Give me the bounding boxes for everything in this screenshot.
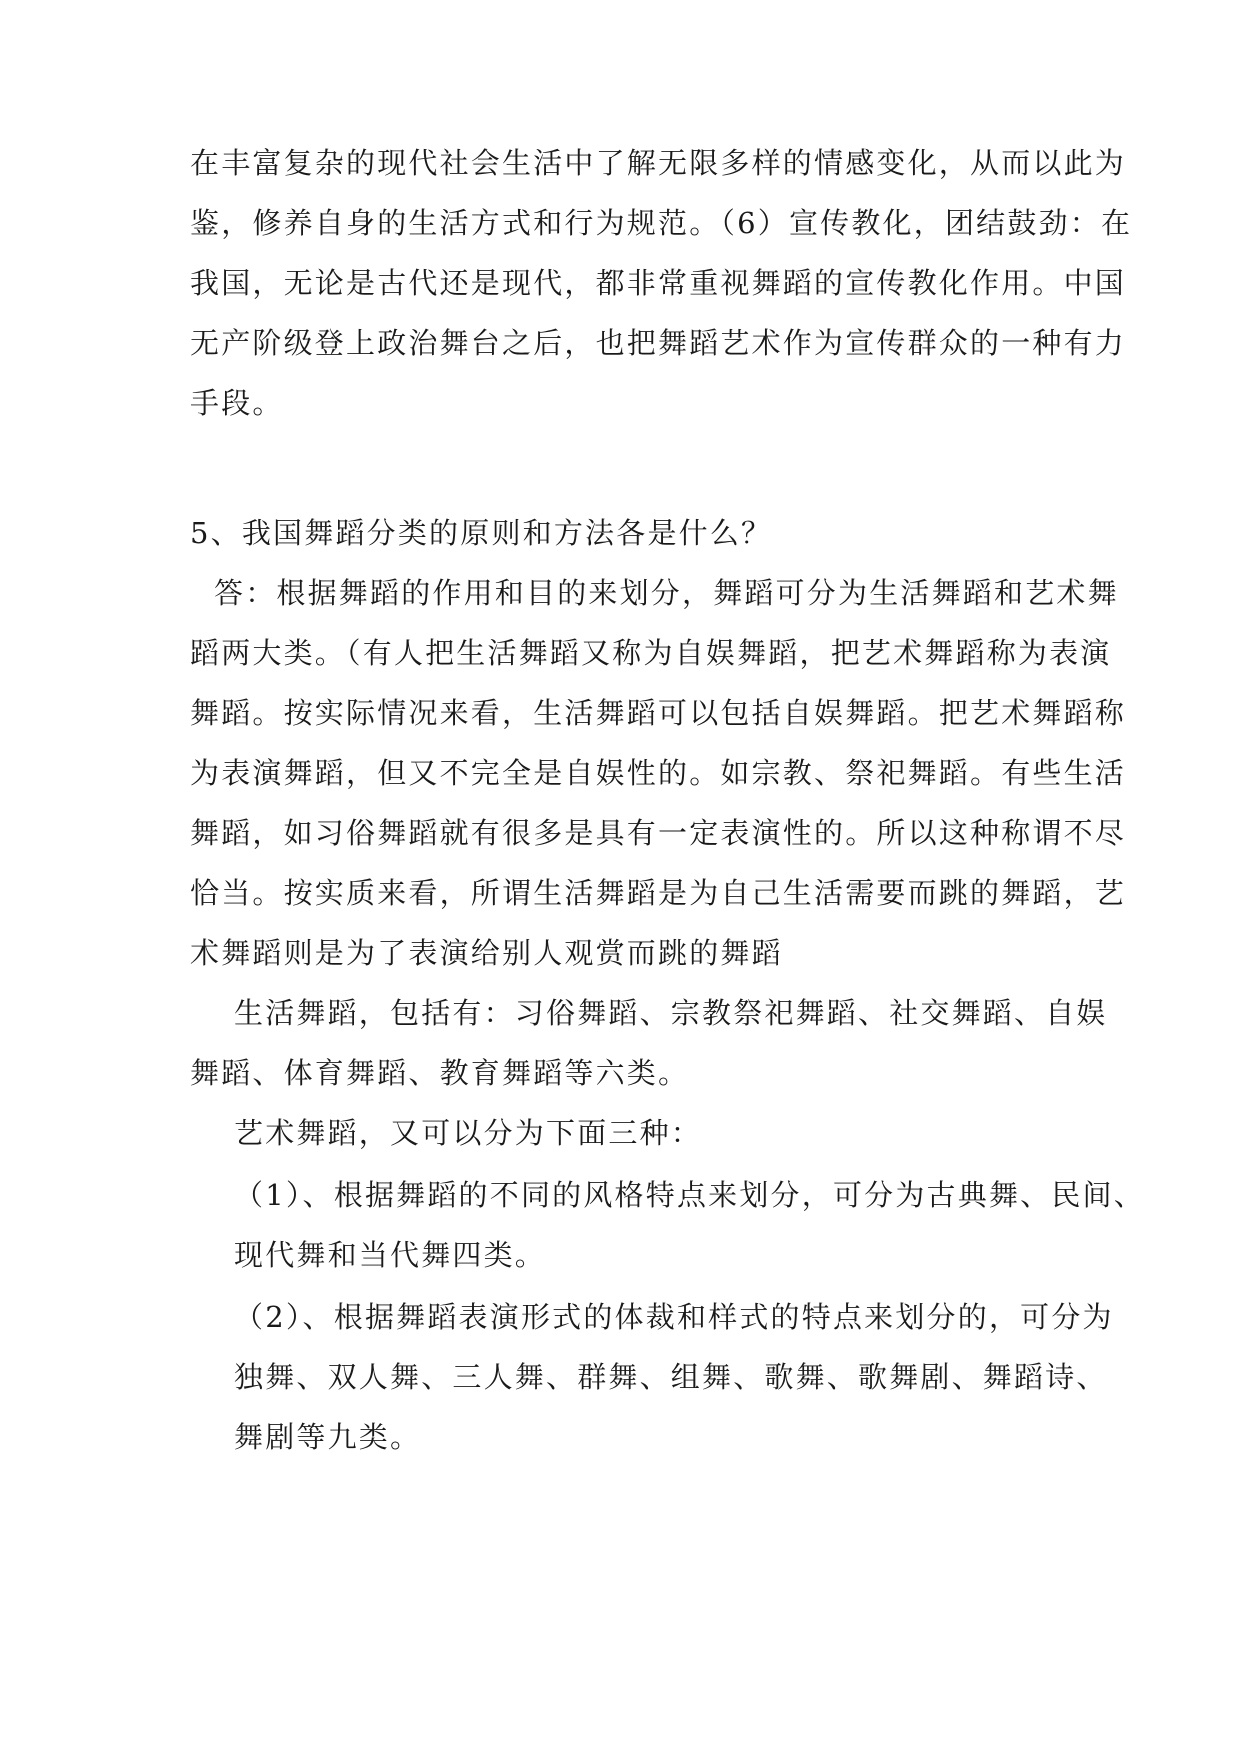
answer-line: 答：根据舞蹈的作用和目的来划分，舞蹈可分为生活舞蹈和艺术舞 — [214, 576, 1119, 610]
answer-line: 恰当。按实质来看，所谓生活舞蹈是为自己生活需要而跳的舞蹈，艺 — [190, 876, 1127, 910]
paragraph-line: 鉴，修养自身的生活方式和行为规范。（6）宣传教化，团结鼓劲：在 — [190, 206, 1133, 240]
paragraph-line: 手段。 — [190, 386, 284, 420]
answer-line: 为表演舞蹈，但又不完全是自娱性的。如宗教、祭祀舞蹈。有些生活 — [190, 756, 1127, 790]
answer-line: 蹈两大类。（有人把生活舞蹈又称为自娱舞蹈，把艺术舞蹈称为表演 — [190, 636, 1112, 670]
paragraph-line: 我国，无论是古代还是现代，都非常重视舞蹈的宣传教化作用。中国 — [190, 266, 1127, 300]
list-item-line: （2）、根据舞蹈表演形式的体裁和样式的特点来划分的，可分为 — [234, 1300, 1114, 1334]
paragraph-line: 在丰富复杂的现代社会生活中了解无限多样的情感变化，从而以此为 — [190, 146, 1127, 180]
list-item-line: 现代舞和当代舞四类。 — [234, 1238, 547, 1272]
paragraph-line: 艺术舞蹈，又可以分为下面三种： — [234, 1116, 703, 1150]
answer-line: 舞蹈，如习俗舞蹈就有很多是具有一定表演性的。所以这种称谓不尽 — [190, 816, 1127, 850]
paragraph-line: 舞蹈、体育舞蹈、教育舞蹈等六类。 — [190, 1056, 690, 1090]
list-item-line: 舞剧等九类。 — [234, 1420, 422, 1454]
list-item-line: 独舞、双人舞、三人舞、群舞、组舞、歌舞、歌舞剧、舞蹈诗、 — [234, 1360, 1108, 1394]
answer-line: 术舞蹈则是为了表演给别人观赏而跳的舞蹈 — [190, 936, 783, 970]
list-item-line: （1）、根据舞蹈的不同的风格特点来划分，可分为古典舞、民间、 — [234, 1178, 1145, 1212]
paragraph-line: 生活舞蹈，包括有：习俗舞蹈、宗教祭祀舞蹈、社交舞蹈、自娱 — [234, 996, 1108, 1030]
answer-line: 舞蹈。按实际情况来看，生活舞蹈可以包括自娱舞蹈。把艺术舞蹈称 — [190, 696, 1127, 730]
paragraph-line: 无产阶级登上政治舞台之后，也把舞蹈艺术作为宣传群众的一种有力 — [190, 326, 1127, 360]
question-heading: 5、我国舞蹈分类的原则和方法各是什么？ — [190, 516, 773, 550]
